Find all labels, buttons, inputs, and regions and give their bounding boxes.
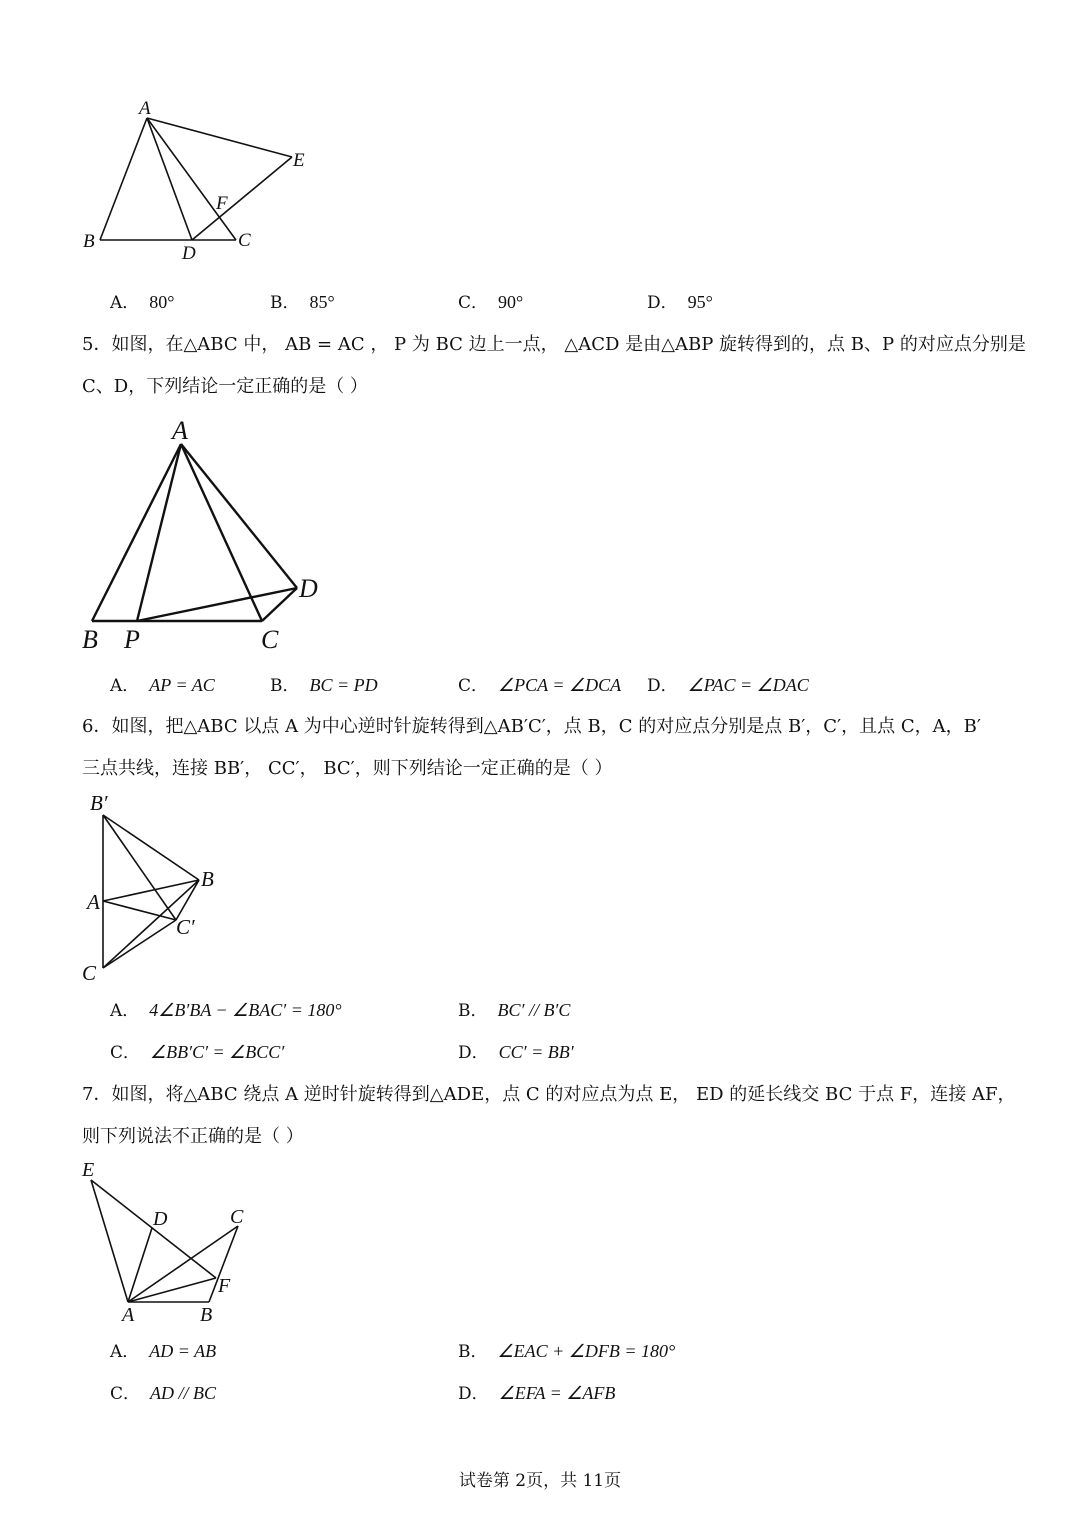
- q4-segment-DE: [192, 157, 292, 240]
- q5-segment-AD: [181, 444, 297, 588]
- q5-option-c[interactable]: [458, 674, 621, 697]
- q4-segment-AE: [147, 118, 292, 157]
- q7-label-F: F: [218, 1275, 231, 1297]
- q7-option-d-label: D．: [458, 1384, 489, 1404]
- q7-label-D: D: [153, 1208, 168, 1230]
- q5-segment-PD: [137, 588, 297, 621]
- q6-option-b-value: BC′ // B′C: [497, 1000, 571, 1020]
- q7-option-b-label: B．: [458, 1342, 488, 1362]
- q6-label-C-prime: C′: [176, 915, 195, 939]
- q6-stem-line-1: 6．如图，把△ABC 以点 A 为中心逆时针旋转得到△AB′C′，点 B，C 的对应点分别是点 B′，C′，且点 C，A，B′: [82, 716, 981, 737]
- q4-label-A: A: [139, 98, 151, 119]
- q6-option-b-label: B．: [458, 1001, 488, 1021]
- q6-stem-line-2: 三点共线，连接 BB′， CC′， BC′，则下列结论一定正确的是（ ）: [82, 758, 613, 779]
- q6-segment-B'C': [103, 815, 176, 920]
- q5-segment-CD: [262, 588, 297, 621]
- q5-option-b-value: BC = PD: [309, 675, 378, 695]
- q4-option-d[interactable]: [647, 291, 713, 314]
- q7-label-E: E: [82, 1159, 95, 1181]
- q7-stem-line-1: 7．如图，将△ABC 绕点 A 逆时针旋转得到△ADE，点 C 的对应点为点 E， ED 的延长线交 BC 于点 F，连接 AF，: [82, 1084, 1016, 1105]
- q7-option-d[interactable]: [458, 1382, 615, 1405]
- q5-option-b-label: B．: [270, 676, 300, 696]
- q5-label-A: A: [172, 416, 188, 445]
- q6-segment-AB: [103, 880, 199, 901]
- q7-stem-line-2: 则下列说法不正确的是（ ）: [82, 1126, 304, 1147]
- q7-option-c-label: C．: [110, 1384, 141, 1404]
- q4-option-d-label: D．: [647, 293, 678, 313]
- q7-segment-EF: [91, 1180, 216, 1278]
- q6-option-c-value: ∠BB′C′ = ∠BCC′: [150, 1042, 285, 1062]
- q4-label-C: C: [238, 230, 251, 251]
- q5-stem-line-1: 5．如图，在△ABC 中， AB = AC ， P 为 BC 边上一点， △ACD 是由△ABP 旋转得到的，点 B、P 的对应点分别是: [82, 334, 1026, 355]
- q6-segment-CB: [103, 880, 199, 968]
- q5-option-c-label: C．: [458, 676, 489, 696]
- q7-segment-EA: [91, 1180, 128, 1302]
- q7-option-c-value: AD // BC: [150, 1383, 217, 1403]
- q6-option-c-label: C．: [110, 1043, 141, 1063]
- q6-option-d[interactable]: [458, 1041, 574, 1064]
- q6-segment-AC': [103, 901, 176, 920]
- q5-label-C: C: [261, 625, 279, 654]
- q7-segment-AC: [128, 1226, 238, 1302]
- q7-segment-AD: [128, 1228, 152, 1302]
- q4-label-D: D: [182, 243, 196, 264]
- q6-option-d-value: CC′ = BB′: [498, 1042, 574, 1062]
- q6-option-a-value: 4∠B′BA − ∠BAC′ = 180°: [149, 1000, 342, 1020]
- q7-label-A: A: [122, 1304, 135, 1326]
- q4-segment-AC: [147, 118, 236, 240]
- q6-segment-B'B: [103, 815, 199, 880]
- q4-option-d-value: 95°: [687, 292, 713, 312]
- q7-segment-AF: [128, 1278, 216, 1302]
- q7-option-a-value: AD = AB: [149, 1341, 217, 1361]
- q4-segment-AB: [100, 118, 147, 240]
- q5-option-a[interactable]: [110, 674, 215, 697]
- q5-stem-line-2: C、D，下列结论一定正确的是（ ）: [82, 376, 368, 397]
- q6-segment-CC': [103, 920, 176, 968]
- q4-option-c-label: C．: [458, 293, 489, 313]
- q7-option-d-value: ∠EFA = ∠AFB: [498, 1383, 616, 1403]
- q5-segment-AC: [181, 444, 262, 621]
- q6-segment-BC': [176, 880, 199, 920]
- q6-label-A: A: [87, 890, 100, 914]
- q5-option-d[interactable]: [647, 674, 809, 697]
- q5-option-a-label: A．: [110, 676, 140, 696]
- q4-option-b-label: B．: [270, 293, 300, 313]
- q6-label-C: C: [82, 961, 97, 985]
- q4-option-c-value: 90°: [498, 292, 524, 312]
- q7-label-C: C: [230, 1206, 244, 1228]
- q6-option-a-label: A．: [110, 1001, 140, 1021]
- q7-option-c[interactable]: [110, 1382, 216, 1405]
- q5-option-b[interactable]: [270, 674, 378, 697]
- q4-label-E: E: [293, 150, 305, 171]
- q6-option-b[interactable]: [458, 999, 570, 1022]
- q5-option-a-value: AP = AC: [149, 675, 215, 695]
- q7-option-b-value: ∠EAC + ∠DFB = 180°: [497, 1341, 676, 1361]
- q4-option-c[interactable]: [458, 291, 523, 314]
- q4-option-a-label: A．: [110, 293, 140, 313]
- q5-label-B: B: [82, 625, 98, 654]
- q5-label-D: D: [299, 574, 318, 603]
- q4-option-b-value: 85°: [309, 292, 335, 312]
- q7-segment-BC: [209, 1226, 238, 1302]
- q4-option-a[interactable]: [110, 291, 174, 314]
- q6-option-a[interactable]: [110, 999, 342, 1022]
- q5-label-P: P: [124, 625, 140, 654]
- page-footer: 试卷第 2页，共 11页: [458, 1471, 622, 1491]
- q4-label-B: B: [83, 231, 95, 252]
- q6-option-d-label: D．: [458, 1043, 489, 1063]
- q5-option-d-value: ∠PAC = ∠DAC: [687, 675, 809, 695]
- q7-label-B: B: [200, 1304, 213, 1326]
- q6-label-B-prime: B′: [90, 791, 108, 815]
- q5-segment-AP: [137, 444, 181, 621]
- q6-option-c[interactable]: [110, 1041, 284, 1064]
- q5-option-d-label: D．: [647, 676, 678, 696]
- q4-segment-AD: [147, 118, 192, 240]
- q4-option-b[interactable]: [270, 291, 335, 314]
- q7-option-b[interactable]: [458, 1340, 675, 1363]
- q6-label-B: B: [201, 867, 214, 891]
- q5-option-c-value: ∠PCA = ∠DCA: [498, 675, 622, 695]
- q7-option-a[interactable]: [110, 1340, 216, 1363]
- q7-option-a-label: A．: [110, 1342, 140, 1362]
- q4-option-a-value: 80°: [149, 292, 175, 312]
- q5-segment-AB: [92, 444, 181, 621]
- q4-label-F: F: [216, 193, 228, 214]
